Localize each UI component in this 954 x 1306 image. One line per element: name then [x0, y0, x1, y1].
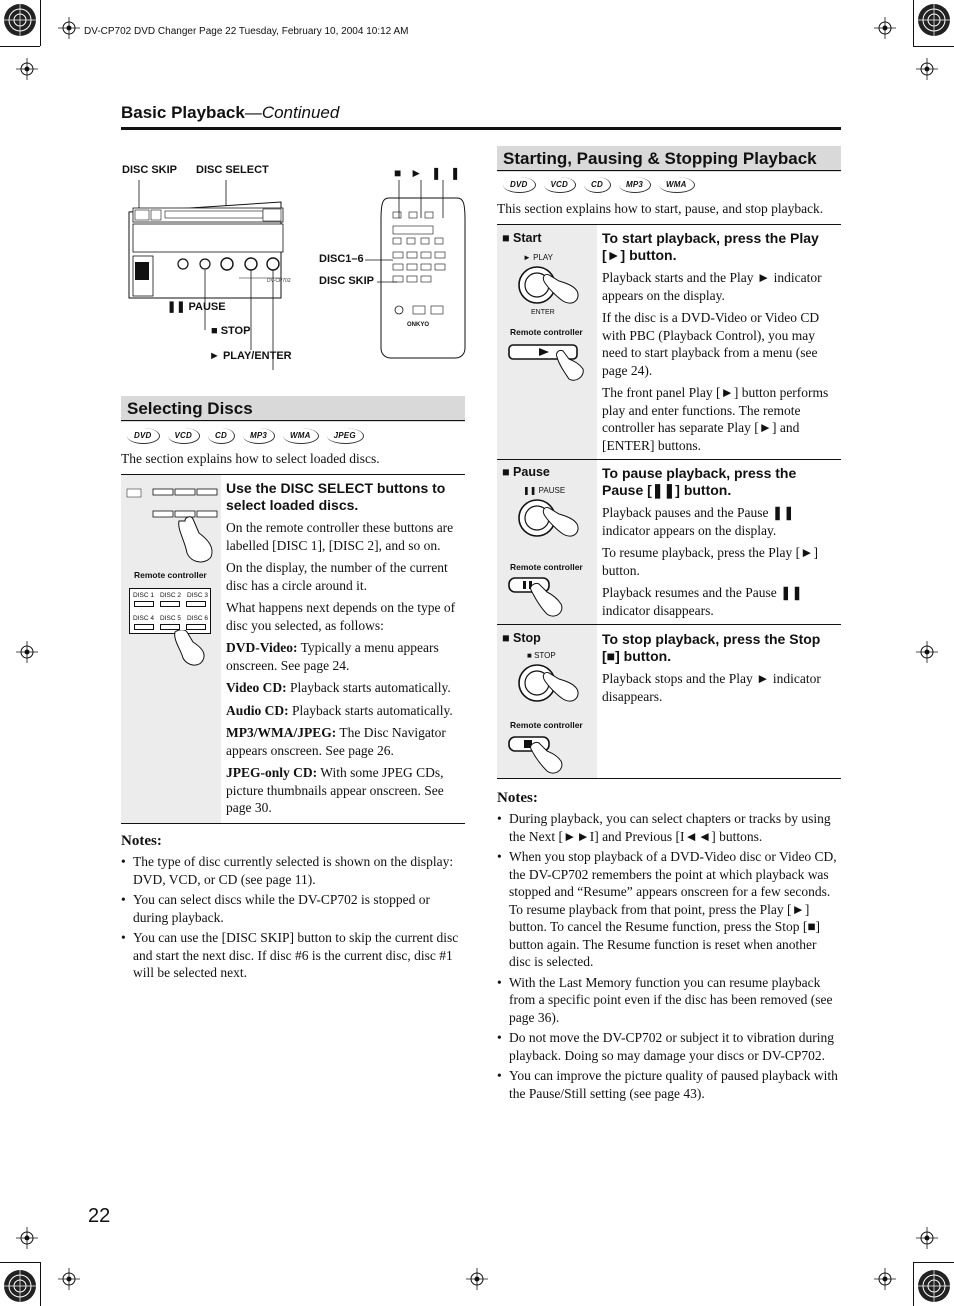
- callout-disc-select: DISC SELECT: [196, 164, 269, 176]
- page-title: [121, 103, 339, 123]
- selecting-instructions: [226, 480, 464, 817]
- brand-label: ONKYO: [407, 322, 430, 328]
- callout-pause-label: PAUSE: [188, 301, 226, 313]
- pause-step-panel: [497, 460, 597, 624]
- format-badge: MP3: [243, 428, 275, 444]
- note-item: • During playback, you can select chapters or tracks by using the Next [►►I] and Previous [I◄◄] buttons.: [497, 810, 841, 845]
- disc-button-label: DISC 5: [160, 615, 181, 622]
- disc-buttons-box: [129, 588, 211, 634]
- callout-play-enter: ► PLAY/ENTER: [209, 350, 292, 362]
- pause-heading: To pause playback, press the Pause [❚❚] button.: [602, 465, 797, 498]
- page-number: 22: [88, 1205, 111, 1227]
- disc-type-item: [226, 679, 464, 697]
- paragraph: On the display, the number of the current disc has a circle around it.: [226, 560, 448, 593]
- paragraph: The front panel Play [►] button performs play and enter functions. The remote controller has separate Play [►] and [ENTER] buttons.: [602, 385, 829, 453]
- note-item: • Do not move the DV-CP702 or subject it to vibration during playback. Doing so may damage your discs or DV-CP702.: [497, 1029, 841, 1064]
- start-heading: To start playback, press the Play [►] button.: [602, 230, 819, 263]
- remote-controller-label: Remote controller: [510, 327, 583, 337]
- notes-title: Notes:: [121, 833, 162, 849]
- corner-target-icon: [916, 1268, 952, 1304]
- selecting-notes: [121, 833, 465, 982]
- pause-button-text: PAUSE: [538, 486, 566, 495]
- format-badge: MP3: [619, 177, 651, 193]
- device-figure: [121, 150, 470, 370]
- paragraph: Playback pauses and the Pause ❚❚ indicator appears on the display.: [602, 505, 795, 538]
- disc-type-label: JPEG-only CD:: [226, 765, 318, 780]
- section-rule: [121, 420, 465, 421]
- format-badge: DVD: [503, 177, 536, 193]
- disc-type-label: DVD-Video:: [226, 640, 298, 655]
- disc-type-item: [226, 702, 464, 720]
- remote-button-symbols: ■►❚❚: [394, 166, 470, 180]
- print-meta-line: DV-CP702 DVD Changer Page 22 Tuesday, February 10, 2004 10:12 AM: [84, 26, 409, 37]
- corner-target-icon: [2, 1268, 38, 1304]
- section-rule: [497, 170, 841, 171]
- format-badge: CD: [208, 428, 235, 444]
- stop-instructions: [602, 631, 840, 705]
- disc-type-text: Playback starts automatically.: [288, 702, 453, 718]
- stop-button-label: ■ STOP: [527, 651, 556, 660]
- step-label-text: Start: [513, 231, 542, 245]
- registration-mark-icon: [916, 1227, 938, 1249]
- note-item: • When you stop playback of a DVD-Video disc or Video CD, the DV-CP702 remembers the point at which playback was stopped and “Resume” appears onscreen for a few seconds. To resume playback from that point, press the Play [►] button. To cancel the Resume function, press the Stop [■] button again. The Resume function is reset when another disc is selected.: [497, 848, 841, 971]
- registration-mark-icon: [16, 58, 38, 80]
- step-label-text: Pause: [513, 465, 550, 479]
- front-panel-illustration: [121, 180, 467, 370]
- pointing-hand-icon: [169, 630, 209, 670]
- registration-mark-icon: [916, 641, 938, 663]
- notes-title: Notes:: [497, 790, 538, 806]
- front-play-button-illustration: [507, 343, 591, 383]
- format-badge: DVD: [127, 428, 160, 444]
- enter-button-label: ENTER: [531, 309, 555, 316]
- registration-mark-icon: [58, 17, 80, 39]
- selecting-intro: The section explains how to select loaded discs.: [121, 451, 380, 466]
- callout-stop: ■ STOP: [211, 325, 251, 337]
- model-label: DV-CP702: [267, 278, 291, 284]
- selecting-heading: Use the DISC SELECT buttons to select loaded discs.: [226, 480, 446, 513]
- format-badge: VCD: [168, 428, 201, 444]
- disc-button-shape: [186, 601, 206, 607]
- paragraph: What happens next depends on the type of disc you selected, as follows:: [226, 600, 456, 633]
- disc-button-shape: [134, 601, 154, 607]
- remote-controller-label: Remote controller: [510, 720, 583, 730]
- stop-heading: To stop playback, press the Stop [■] button.: [602, 631, 821, 664]
- step-label: ■ Start: [502, 231, 542, 245]
- disc-button-label: DISC 3: [187, 592, 208, 599]
- disc-type-label: Audio CD:: [226, 702, 289, 718]
- corner-target-icon: [2, 2, 38, 38]
- callout-stop-label: STOP: [220, 325, 251, 337]
- remote-controller-label: Remote controller: [134, 570, 207, 580]
- disc-select-buttons-illustration: [125, 481, 219, 571]
- pause-button-illustration: [515, 496, 585, 546]
- play-button-text: PLAY: [533, 253, 554, 262]
- front-pause-button-illustration: [507, 576, 591, 620]
- format-badges: [127, 428, 364, 444]
- format-badge: WMA: [283, 428, 319, 444]
- start-step-panel: [497, 225, 597, 459]
- paragraph: Playback stops and the Play ► indicator disappears.: [602, 671, 821, 704]
- format-badge: VCD: [544, 177, 577, 193]
- stop-button-text: STOP: [534, 651, 556, 660]
- registration-mark-icon: [16, 1227, 38, 1249]
- disc-type-item: [226, 724, 464, 759]
- disc-type-text: The Disc Navigator appears onscreen. See page 26.: [226, 725, 446, 758]
- callout-disc1-6: DISC1–6: [319, 253, 364, 265]
- pause-instructions: [602, 465, 840, 619]
- playback-intro: This section explains how to start, pause, and stop playback.: [497, 201, 824, 216]
- callout-disc-skip-remote: DISC SKIP: [319, 275, 375, 287]
- disc-type-item: [226, 764, 464, 817]
- page-title-continued: —Continued: [244, 103, 340, 122]
- section-rule: [121, 823, 465, 824]
- disc-type-label: MP3/WMA/JPEG:: [226, 725, 337, 740]
- disc-button-label: DISC 2: [160, 592, 181, 599]
- disc-type-label: Video CD:: [226, 680, 287, 695]
- note-item: • You can improve the picture quality of paused playback with the Pause/Still setting (see page 43).: [497, 1067, 841, 1102]
- selecting-illustration-panel: [121, 475, 221, 823]
- play-button-illustration: [515, 263, 585, 311]
- format-badge: WMA: [659, 177, 695, 193]
- note-item: • With the Last Memory function you can resume playback from a specific point even if the disc has been removed (see page 36).: [497, 974, 841, 1027]
- pause-button-label: ❚❚ PAUSE: [523, 486, 566, 495]
- paragraph: If the disc is a DVD-Video or Video CD with PBC (Playback Control), you may need to start playback from a menu (see page 24).: [602, 310, 820, 378]
- callout-play-enter-label: PLAY/ENTER: [222, 350, 292, 362]
- step-label: ■ Stop: [502, 631, 541, 645]
- paragraph: On the remote controller these buttons are labelled [DISC 1], [DISC 2], and so on.: [226, 520, 454, 553]
- section-title-playback: Starting, Pausing & Stopping Playback: [497, 146, 841, 172]
- callout-disc-skip: DISC SKIP: [122, 164, 178, 176]
- registration-mark-icon: [466, 1268, 488, 1290]
- registration-mark-icon: [16, 641, 38, 663]
- section-rule: [497, 778, 841, 779]
- paragraph: Playback starts and the Play ► indicator appears on the display.: [602, 270, 822, 303]
- disc-type-text: Playback starts automatically.: [286, 680, 451, 695]
- stop-button-illustration: [515, 661, 585, 711]
- disc-button-shape: [160, 601, 180, 607]
- disc-type-text: Typically a menu appears onscreen. See page 24.: [226, 640, 439, 673]
- registration-mark-icon: [874, 17, 896, 39]
- disc-button-shape: [134, 624, 154, 630]
- disc-button-label: DISC 4: [133, 615, 154, 622]
- playback-notes: [497, 790, 841, 1102]
- notes-list: [121, 853, 465, 982]
- registration-mark-icon: [916, 58, 938, 80]
- stop-step-panel: [497, 625, 597, 778]
- step-label: ■ Pause: [502, 465, 550, 479]
- callout-pause: ❚❚ PAUSE: [167, 301, 226, 313]
- note-item: • You can select discs while the DV-CP702 is stopped or during playback.: [121, 891, 465, 926]
- disc-type-item: [226, 639, 464, 674]
- format-badge: CD: [584, 177, 611, 193]
- note-item: • You can use the [DISC SKIP] button to skip the current disc and start the next disc. If disc #6 is the current disc, disc #1 will be selected next.: [121, 929, 465, 982]
- corner-target-icon: [916, 2, 952, 38]
- note-item: • The type of disc currently selected is shown on the display: DVD, VCD, or CD (see page 11).: [121, 853, 465, 888]
- start-instructions: [602, 230, 840, 454]
- disc-button-label: DISC 6: [187, 615, 208, 622]
- format-badges: [503, 177, 695, 193]
- step-label-text: Stop: [513, 631, 541, 645]
- header-rule: [121, 127, 841, 130]
- registration-mark-icon: [58, 1268, 80, 1290]
- section-title-selecting: Selecting Discs: [121, 396, 465, 422]
- disc-button-label: DISC 1: [133, 592, 154, 599]
- disc-type-text: With some JPEG CDs, picture thumbnails appear onscreen. See page 30.: [226, 765, 444, 815]
- registration-mark-icon: [874, 1268, 896, 1290]
- front-stop-button-illustration: [507, 735, 591, 777]
- remote-controller-label: Remote controller: [510, 562, 583, 572]
- paragraph: Playback resumes and the Pause ❚❚ indicator disappears.: [602, 585, 803, 618]
- paragraph: To resume playback, press the Play [►] button.: [602, 545, 818, 578]
- play-button-label: ► PLAY: [523, 253, 554, 262]
- page-title-main: Basic Playback: [121, 103, 245, 122]
- notes-list: [497, 810, 841, 1102]
- format-badge: JPEG: [327, 428, 364, 444]
